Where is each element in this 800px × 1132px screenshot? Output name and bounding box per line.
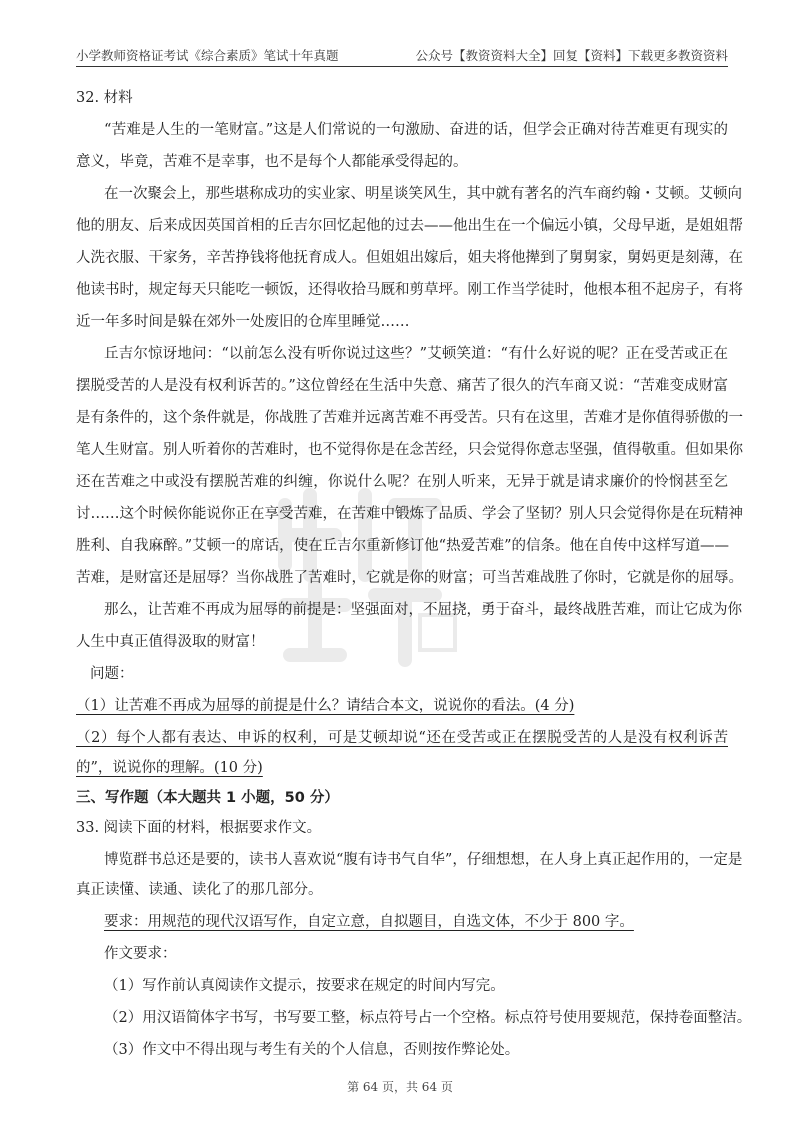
paragraph-line: 近一年多时间是躲在郊外一处废旧的仓库里睡觉…… bbox=[76, 314, 410, 330]
essay-rule-2: （2）用汉语简体字书写，书写要工整，标点符号占一个空格。标点符号使用要规范，保持卷面整洁。 bbox=[104, 1010, 752, 1026]
paragraph-line: 在一次聚会上，那些堪称成功的实业家、明星谈笑风生，其中就有著名的汽车商约翰・艾顿。艾顿向 bbox=[104, 186, 742, 202]
paragraph-line: 人洗衣服、干家务，辛苦挣钱将他抚育成人。但姐姐出嫁后，姐夫将他撵到了舅舅家，舅妈更是刻薄，在 bbox=[76, 250, 743, 266]
sub-question-1: （1）让苦难不再成为屈辱的前提是什么？请结合本文，说说你的看法。(4 分) bbox=[76, 698, 575, 714]
paragraph-line: 真正读懂、读通、读化了的那几部分。 bbox=[76, 882, 323, 898]
paragraph-line: 笔人生财富。别人听着你的苦难时，也不觉得你是在念苦经，只会觉得你意志坚强，值得敬重。但如果你 bbox=[76, 442, 743, 458]
paragraph-line: 讨……这个时候你能说你正在享受苦难，在苦难中锻炼了品质、学会了坚韧？别人只会觉得你是在玩精神 bbox=[76, 506, 743, 522]
paragraph-line: 是有条件的，这个条件就是，你战胜了苦难并远离苦难不再受苦。只有在这里，苦难才是你值得骄傲的一 bbox=[76, 410, 743, 426]
questions-label: 问题： bbox=[90, 666, 134, 682]
question-number-32: 32. 材料 bbox=[76, 90, 133, 106]
header-promo-text: 公众号【教资资料大全】回复【资料】下载更多教资资料 bbox=[415, 48, 728, 63]
page-number: 第 64 页，共 64 页 bbox=[347, 1080, 453, 1094]
essay-rules-label: 作文要求： bbox=[104, 946, 177, 962]
essay-rule-3: （3）作文中不得出现与考生有关的个人信息，否则按作弊论处。 bbox=[104, 1042, 520, 1058]
question-number-33: 33. 阅读下面的材料，根据要求作文。 bbox=[76, 820, 322, 836]
paragraph-line: 胜利、自我麻醉。”艾顿一的席话，使在丘吉尔重新修订他“热爱苦难”的信条。他在自传中这样写道—— bbox=[76, 538, 729, 554]
paragraph-line: 还在苦难之中或没有摆脱苦难的纠缠，你说什么呢？在别人听来，无异于就是请求廉价的怜悯甚至乞 bbox=[76, 474, 728, 490]
paragraph-line: 博览群书总还是要的，读书人喜欢说“腹有诗书气自华”，仔细想想，在人身上真正起作用的，一定是 bbox=[104, 852, 743, 868]
paragraph-line: “苦难是人生的一笔财富。”这是人们常说的一句激励、奋进的话，但学会正确对待苦难更有现实的 bbox=[104, 122, 728, 138]
paragraph-line: 人生中真正值得汲取的财富！ bbox=[76, 634, 265, 650]
paragraph-line: 他读书时，规定每天只能吃一顿饭，还得收拾马厩和剪草坪。刚工作当学徒时，他根本租不起房子，有将 bbox=[76, 282, 743, 298]
essay-rule-1: （1）写作前认真阅读作文提示，按要求在规定的时间内写完。 bbox=[104, 978, 505, 994]
paragraph-line: 苦难，是财富还是屈辱？当你战胜了苦难时，它就是你的财富；可当苦难战胜了你时，它就是你的屈辱。 bbox=[76, 570, 743, 586]
paragraph-line: 意义，毕竟，苦难不是幸事，也不是每个人都能承受得起的。 bbox=[76, 154, 468, 170]
page-header bbox=[76, 44, 728, 67]
paragraph-line: 那么，让苦难不再成为屈辱的前提是：坚强面对，不屈挠，勇于奋斗，最终战胜苦难，而让它成为你 bbox=[104, 602, 742, 618]
section-heading-writing: 三、写作题（本大题共 1 小题，50 分） bbox=[76, 790, 339, 806]
sub-question-2-cont: 的”，说说你的理解。(10 分) bbox=[76, 760, 263, 776]
header-exam-title: 小学教师资格证考试《综合素质》笔试十年真题 bbox=[76, 48, 339, 63]
writing-requirement: 要求：用规范的现代汉语写作，自定立意，自拟题目，自选文体，不少于 800 字。 bbox=[104, 914, 634, 930]
paragraph-line: 他的朋友、后来成因英国首相的丘吉尔回忆起他的过去——他出生在一个偏远小镇，父母早逝，是姐姐帮 bbox=[76, 218, 743, 234]
paragraph-line: 丘吉尔惊讶地问：“以前怎么没有听你说过这些？”艾顿笑道：“有什么好说的呢？正在受苦或正在 bbox=[104, 346, 728, 362]
paragraph-line: 摆脱受苦的人是没有权利诉苦的。”这位曾经在生活中失意、痛苦了很久的汽车商又说：“苦难变成财富 bbox=[76, 378, 728, 394]
sub-question-2: （2）每个人都有表达、申诉的权利，可是艾顿却说“还在受苦或正在摆脱受苦的人是没有权利诉苦 bbox=[76, 730, 728, 746]
